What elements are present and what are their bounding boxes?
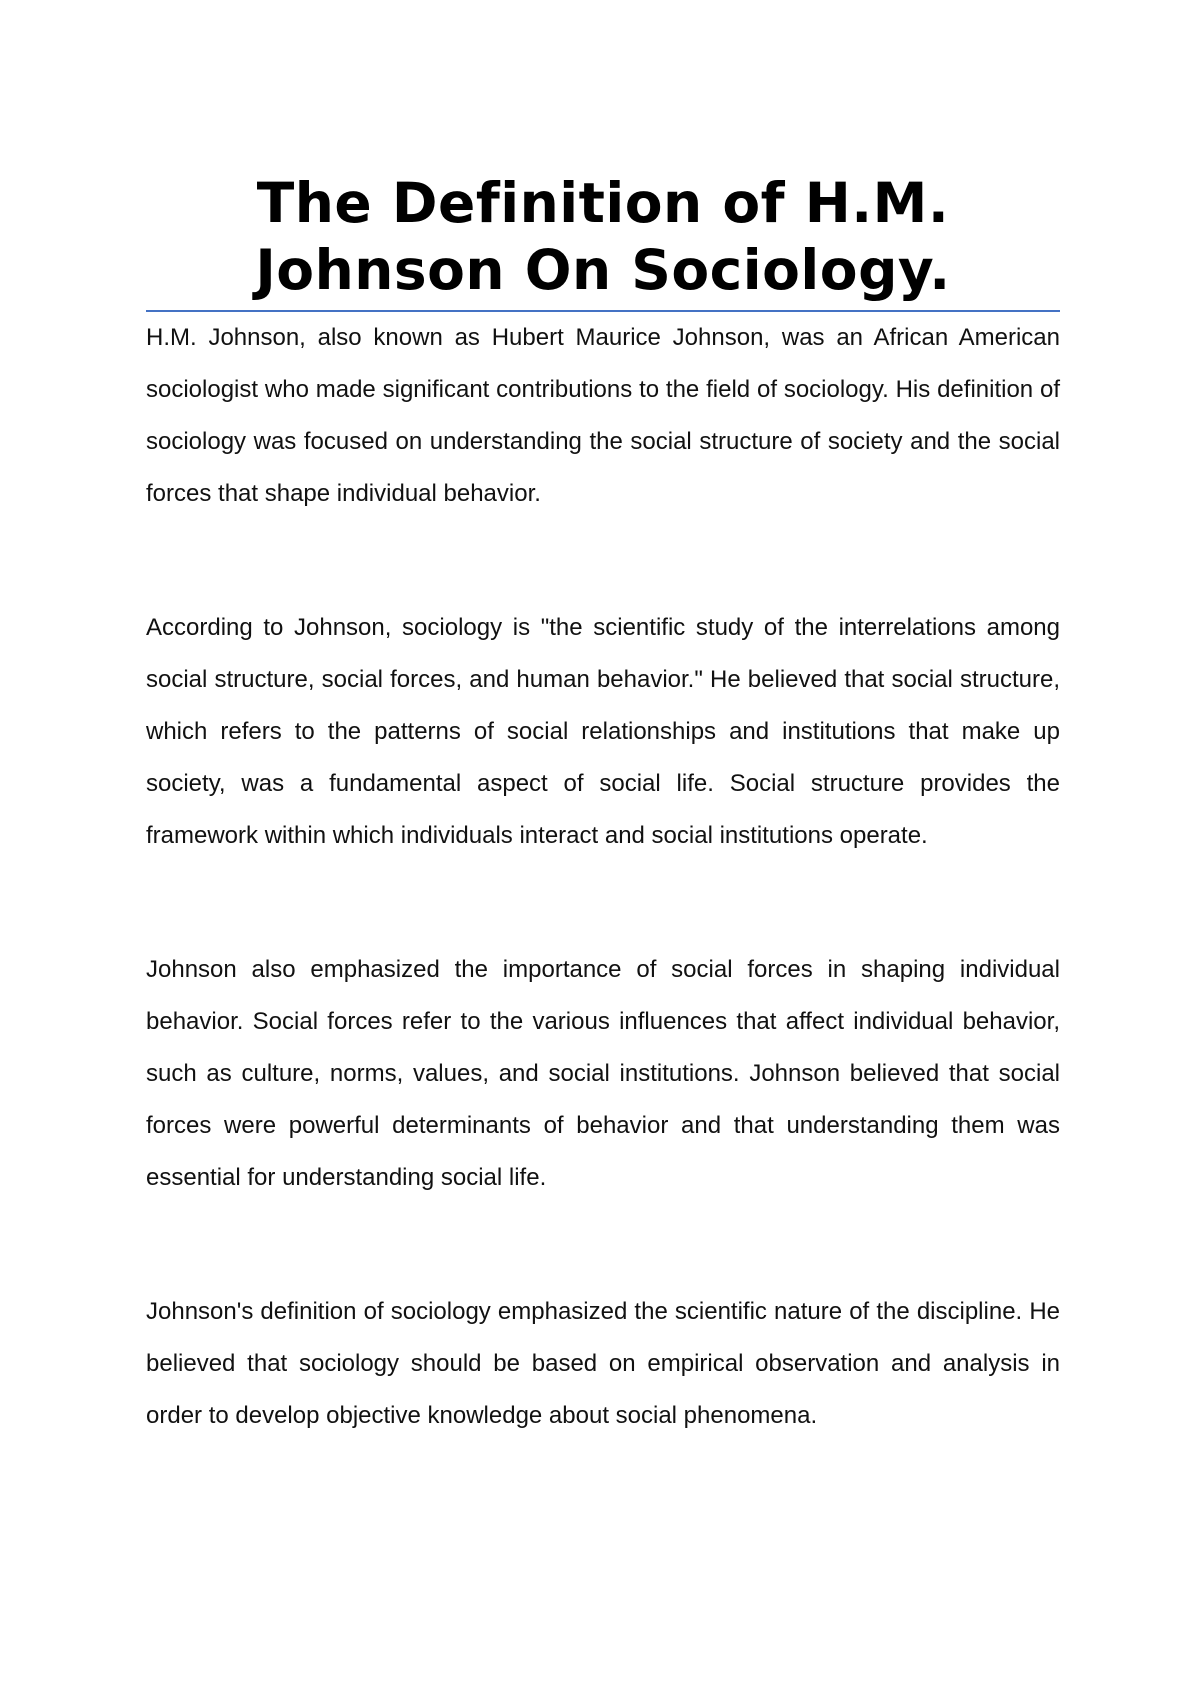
paragraph-4: Johnson's definition of sociology emphasized the scientific nature of the discipline. He believed that sociology should be based on empirical observation and analysis in order to develop objective knowledge about social phenomena. — [146, 1298, 1060, 1429]
paragraph-2: According to Johnson, sociology is "the scientific study of the interrelations among social structure, social forces, and human behavior." He believed that social structure, which refers to the patterns of social relationships and institutions that make up society, was a fundamental aspect of social life. Social structure provides the framework within which individuals interact and social institutions operate. — [146, 614, 1060, 849]
document-body — [146, 170, 1060, 1442]
paragraph-3: Johnson also emphasized the importance of social forces in shaping individual behavior. Social forces refer to the various influences that affect individual behavior, such as culture, norms, values, and social institutions. Johnson believed that social forces were powerful determinants of behavior and that understanding them was essential for understanding social life. — [146, 956, 1060, 1191]
document-title: The Definition of H.M. Johnson On Sociology. — [255, 171, 951, 302]
paragraph-1: H.M. Johnson, also known as Hubert Maurice Johnson, was an African American sociologist who made significant contributions to the field of sociology. His definition of sociology was focused on understanding the social structure of society and the social forces that shape individual behavior. — [146, 324, 1060, 507]
